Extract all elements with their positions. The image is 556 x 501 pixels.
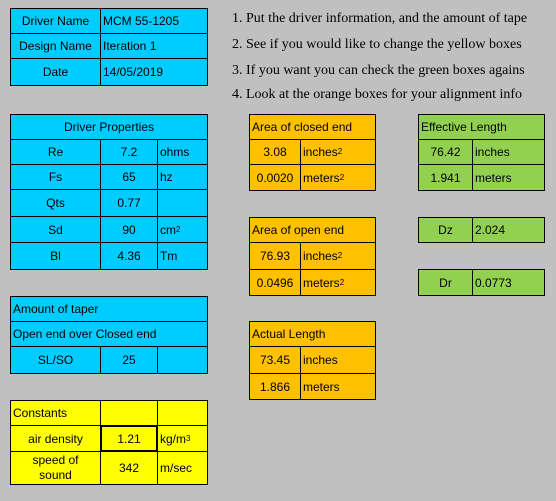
instruction-3[interactable]: 3. If you want you can check the green boxes agains bbox=[232, 63, 525, 78]
area-closed-meters-unit[interactable]: meters 2 bbox=[300, 164, 376, 191]
instruction-1[interactable]: 1. Put the driver information, and the amount of tape bbox=[232, 11, 528, 26]
sd-unit[interactable]: cm 2 bbox=[157, 216, 208, 243]
design-name-label[interactable]: Design Name bbox=[10, 33, 101, 59]
actual-length-meters-value[interactable]: 1.866 bbox=[249, 373, 301, 400]
fs-unit[interactable]: hz bbox=[157, 164, 208, 190]
re-label[interactable]: Re bbox=[10, 139, 101, 165]
slso-label[interactable]: SL/SO bbox=[10, 346, 101, 374]
constants-title[interactable]: Constants bbox=[10, 400, 101, 426]
actual-length-meters-unit[interactable]: meters bbox=[300, 373, 376, 400]
area-closed-meters-value[interactable]: 0.0020 bbox=[249, 164, 301, 191]
driver-name-input[interactable]: MCM 55-1205 bbox=[100, 8, 208, 34]
speed-of-sound-unit[interactable]: m/sec bbox=[157, 451, 208, 485]
date-label[interactable]: Date bbox=[10, 58, 101, 86]
area-open-header[interactable]: Area of open end bbox=[249, 217, 376, 243]
bl-label[interactable]: Bl bbox=[10, 242, 101, 270]
dr-label[interactable]: Dr bbox=[418, 269, 473, 296]
constants-empty-cell[interactable] bbox=[100, 400, 158, 426]
qts-label[interactable]: Qts bbox=[10, 189, 101, 217]
sd-input[interactable]: 90 bbox=[100, 216, 158, 243]
qts-unit[interactable] bbox=[157, 189, 208, 217]
design-name-input[interactable]: Iteration 1 bbox=[100, 33, 208, 59]
taper-subtitle[interactable]: Open end over Closed end bbox=[10, 321, 208, 347]
dz-label[interactable]: Dz bbox=[418, 217, 473, 243]
effective-length-inches-value[interactable]: 76.42 bbox=[418, 139, 473, 165]
dr-value[interactable]: 0.0773 bbox=[472, 269, 545, 296]
re-input[interactable]: 7.2 bbox=[100, 139, 158, 165]
instruction-2[interactable]: 2. See if you would like to change the yellow boxes bbox=[232, 37, 522, 52]
area-closed-header[interactable]: Area of closed end bbox=[249, 114, 376, 140]
area-open-meters-unit[interactable]: meters 2 bbox=[300, 269, 376, 296]
bl-input[interactable]: 4.36 bbox=[100, 242, 158, 270]
air-density-label[interactable]: air density bbox=[10, 425, 101, 452]
taper-title[interactable]: Amount of taper bbox=[10, 296, 208, 322]
speed-of-sound-input[interactable]: 342 bbox=[100, 451, 158, 485]
speed-of-sound-label[interactable]: speed of sound bbox=[10, 451, 101, 485]
effective-length-header[interactable]: Effective Length bbox=[418, 114, 545, 140]
sd-label[interactable]: Sd bbox=[10, 216, 101, 243]
area-closed-inches-value[interactable]: 3.08 bbox=[249, 139, 301, 165]
area-closed-inches-unit[interactable]: inches 2 bbox=[300, 139, 376, 165]
qts-input[interactable]: 0.77 bbox=[100, 189, 158, 217]
bl-unit[interactable]: Tm bbox=[157, 242, 208, 270]
slso-input[interactable]: 25 bbox=[100, 346, 158, 374]
re-unit[interactable]: ohms bbox=[157, 139, 208, 165]
air-density-input[interactable]: 1.21 bbox=[100, 425, 158, 452]
instruction-4[interactable]: 4. Look at the orange boxes for your alignment info bbox=[232, 87, 523, 102]
actual-length-inches-value[interactable]: 73.45 bbox=[249, 346, 301, 374]
fs-input[interactable]: 65 bbox=[100, 164, 158, 190]
effective-length-meters-value[interactable]: 1.941 bbox=[418, 164, 473, 191]
area-open-inches-unit[interactable]: inches 2 bbox=[300, 242, 376, 270]
slso-empty-cell[interactable] bbox=[157, 346, 208, 374]
fs-label[interactable]: Fs bbox=[10, 164, 101, 190]
driver-properties-header[interactable]: Driver Properties bbox=[10, 114, 208, 140]
constants-empty-cell[interactable] bbox=[157, 400, 208, 426]
date-input[interactable]: 14/05/2019 bbox=[100, 58, 208, 86]
actual-length-inches-unit[interactable]: inches bbox=[300, 346, 376, 374]
area-open-inches-value[interactable]: 76.93 bbox=[249, 242, 301, 270]
air-density-unit[interactable]: kg/m 3 bbox=[157, 425, 208, 452]
area-open-meters-value[interactable]: 0.0496 bbox=[249, 269, 301, 296]
driver-name-label[interactable]: Driver Name bbox=[10, 8, 101, 34]
actual-length-header[interactable]: Actual Length bbox=[249, 321, 376, 347]
effective-length-meters-unit[interactable]: meters bbox=[472, 164, 545, 191]
effective-length-inches-unit[interactable]: inches bbox=[472, 139, 545, 165]
dz-value[interactable]: 2.024 bbox=[472, 217, 545, 243]
